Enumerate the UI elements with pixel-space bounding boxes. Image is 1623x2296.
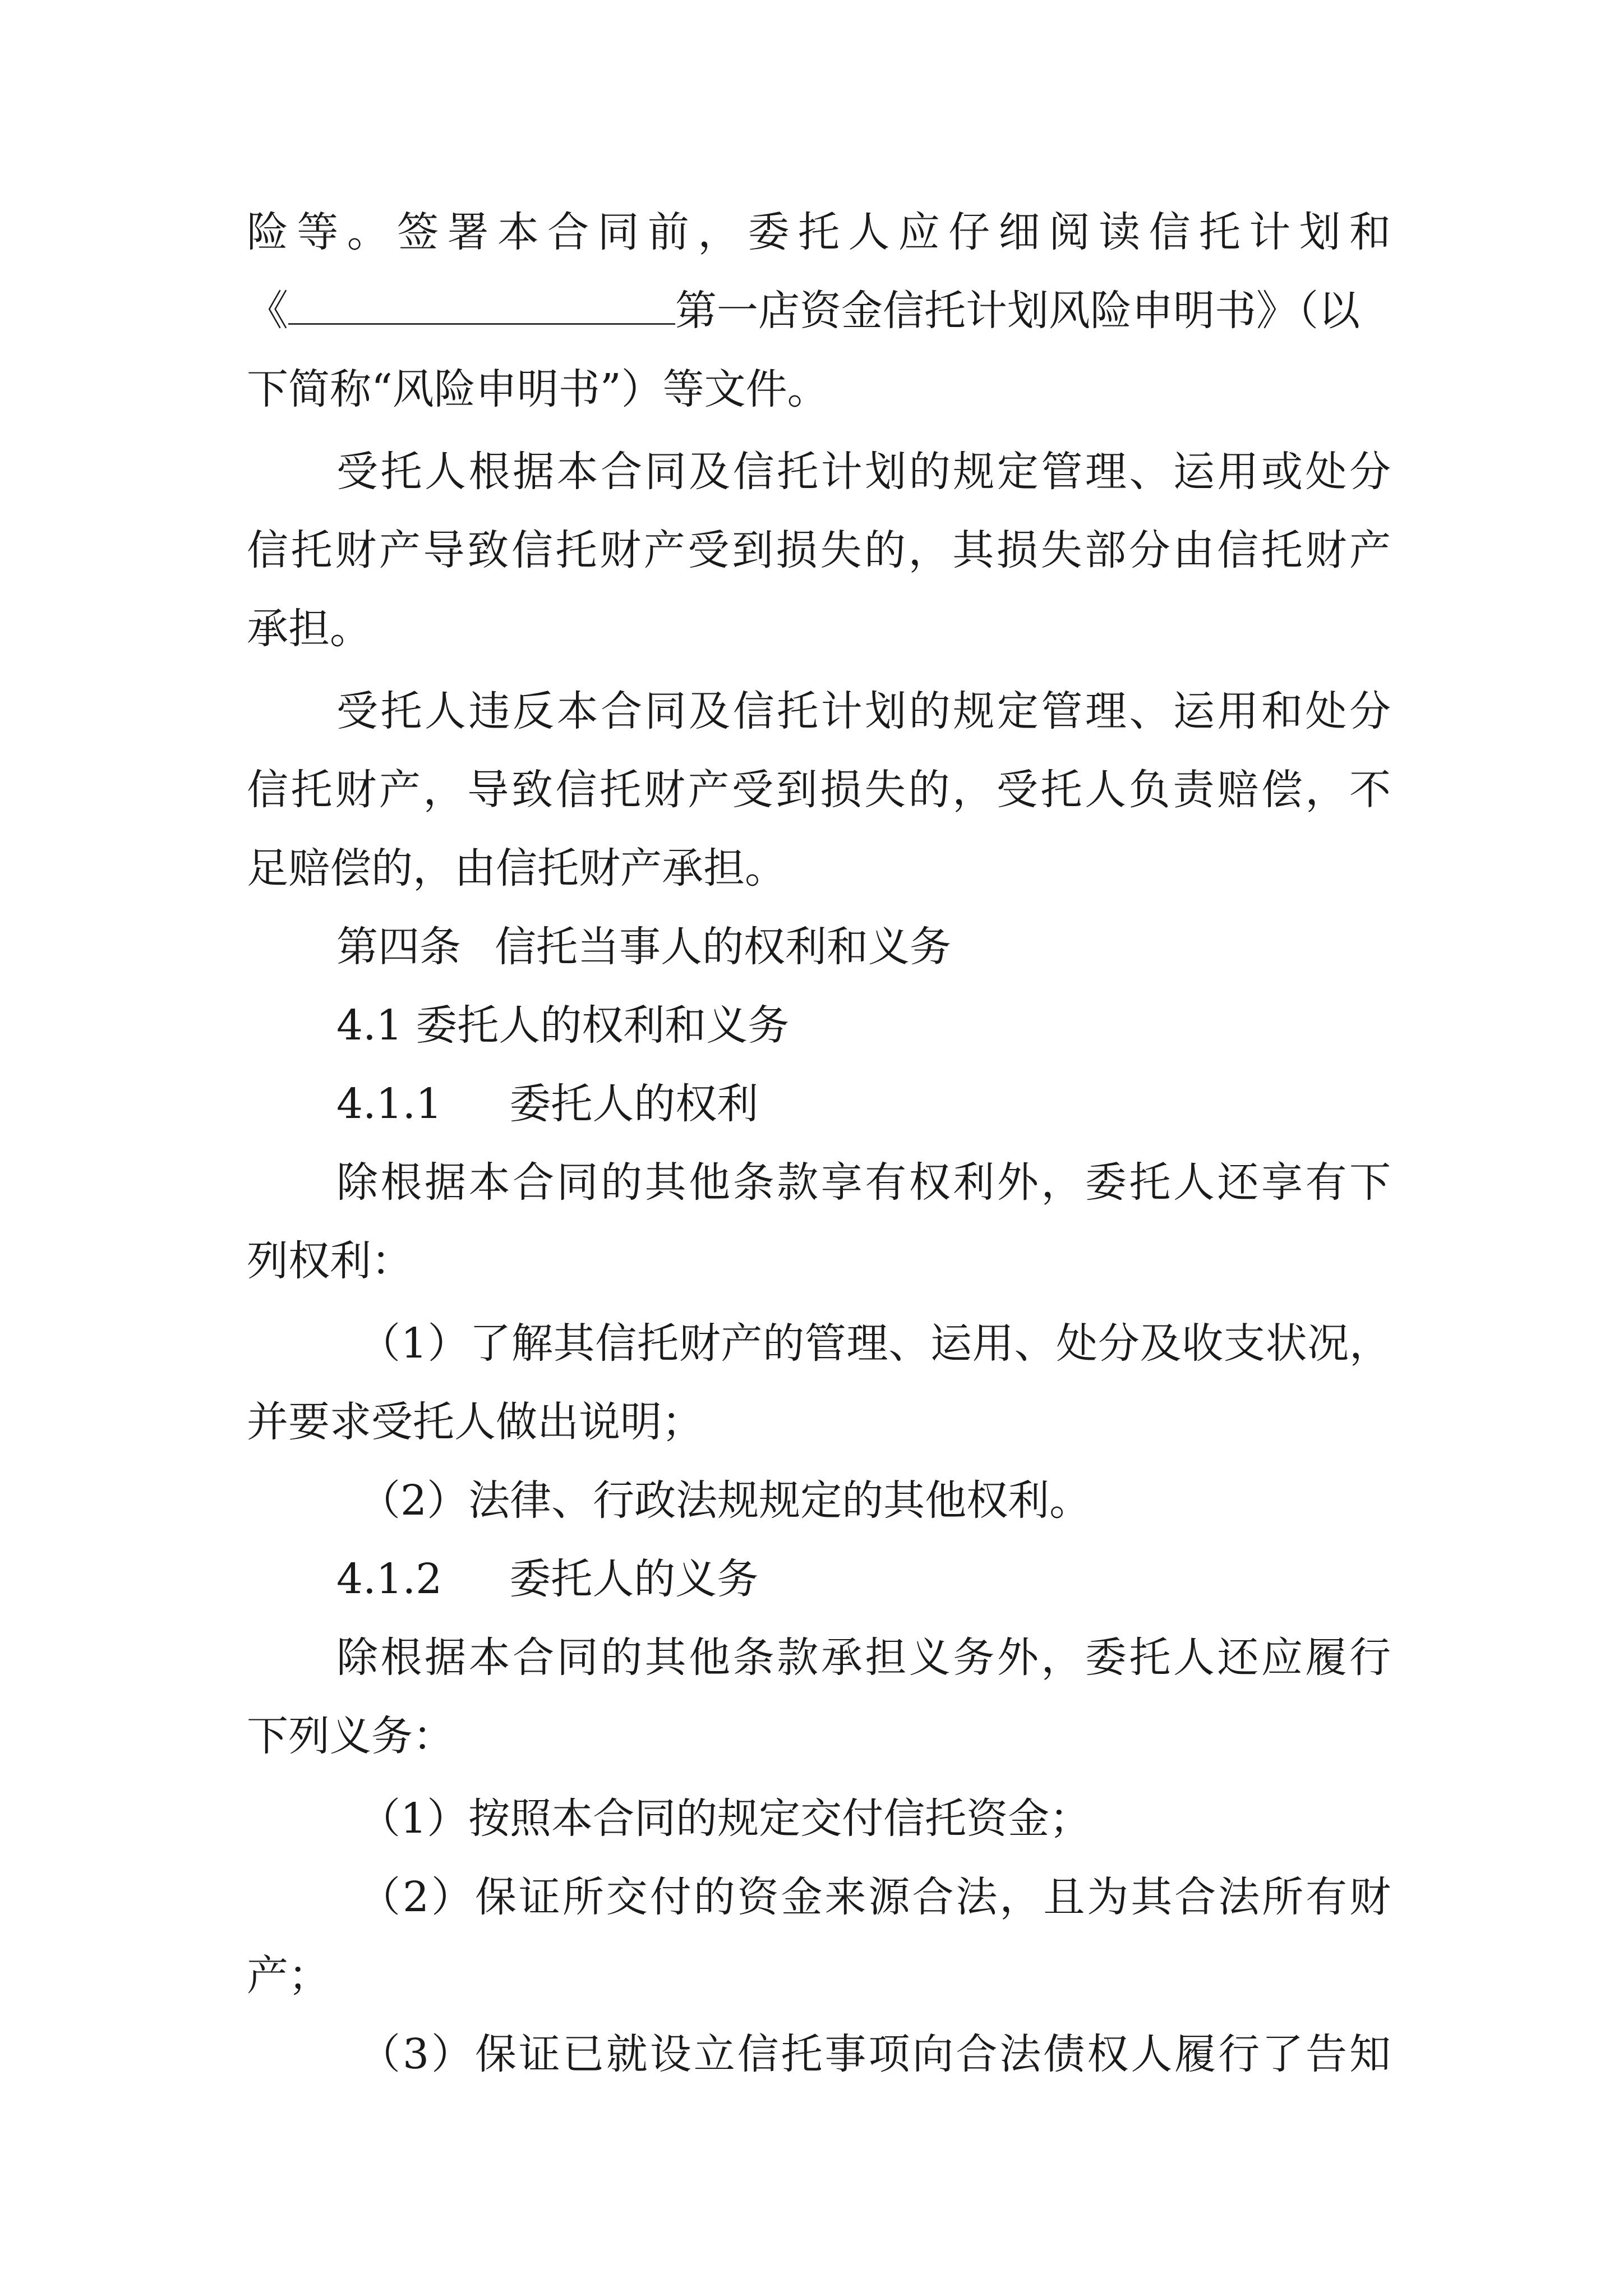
subsection-number: 4.1.1	[336, 1080, 442, 1128]
paragraph-line: 受托人违反本合同及信托计划的规定管理、运用和处分	[336, 687, 1391, 735]
article-number: 第四条	[336, 923, 461, 971]
article-heading	[336, 908, 1391, 986]
paragraph-line: 下列义务：	[247, 1712, 454, 1760]
subsection-title: 委托人的义务	[509, 1555, 759, 1603]
paragraph-line: 受托人根据本合同及信托计划的规定管理、运用或处分	[336, 448, 1391, 496]
paragraph-line: 除根据本合同的其他条款承担义务外，委托人还应履行	[336, 1634, 1391, 1682]
paragraph-line: 下简称“风险申明书”）等文件。	[247, 365, 829, 413]
fill-in-blank	[288, 288, 675, 325]
subsection-heading	[336, 1065, 1391, 1143]
paragraph-line: 承担。	[247, 605, 371, 653]
subsection-title: 委托人的权利	[509, 1080, 759, 1128]
paragraph-line: 信托财产，导致信托财产受到损失的，受托人负责赔偿，不	[247, 766, 1391, 814]
list-item: （2）保证所交付的资金来源合法，且为其合法所有财	[359, 1873, 1391, 1921]
paragraph-line: 信托财产导致信托财产受到损失的，其损失部分由信托财产	[247, 526, 1391, 574]
list-item-continuation: 产；	[247, 1952, 330, 2000]
list-item-continuation: 并要求受托人做出说明；	[247, 1398, 703, 1446]
section-heading: 4.1 委托人的权利和义务	[336, 1001, 790, 1050]
list-item: （1）了解其信托财产的管理、运用、处分及收支状况，	[359, 1319, 1391, 1368]
subsection-heading	[336, 1540, 1391, 1618]
document-title-text: 第一店资金信托计划风险申明书》（以	[675, 287, 1360, 335]
paragraph-line	[247, 272, 1391, 350]
open-book-title-mark: 《	[247, 287, 288, 335]
list-item: （1）按照本合同的规定交付信托资金；	[359, 1795, 1091, 1843]
paragraph-line: 列权利：	[247, 1237, 413, 1285]
list-item: （2）法律、行政法规规定的其他权利。	[359, 1476, 1091, 1525]
subsection-number: 4.1.2	[336, 1555, 442, 1603]
paragraph-line: 除根据本合同的其他条款享有权利外，委托人还享有下	[336, 1158, 1391, 1207]
article-title: 信托当事人的权利和义务	[495, 923, 951, 971]
paragraph-line: 足赔偿的，由信托财产承担。	[247, 844, 786, 892]
list-item: （3）保证已就设立信托事项向合法债权人履行了告知	[359, 2030, 1391, 2078]
paragraph-line: 险等。签署本合同前，委托人应仔细阅读信托计划和	[247, 208, 1391, 256]
